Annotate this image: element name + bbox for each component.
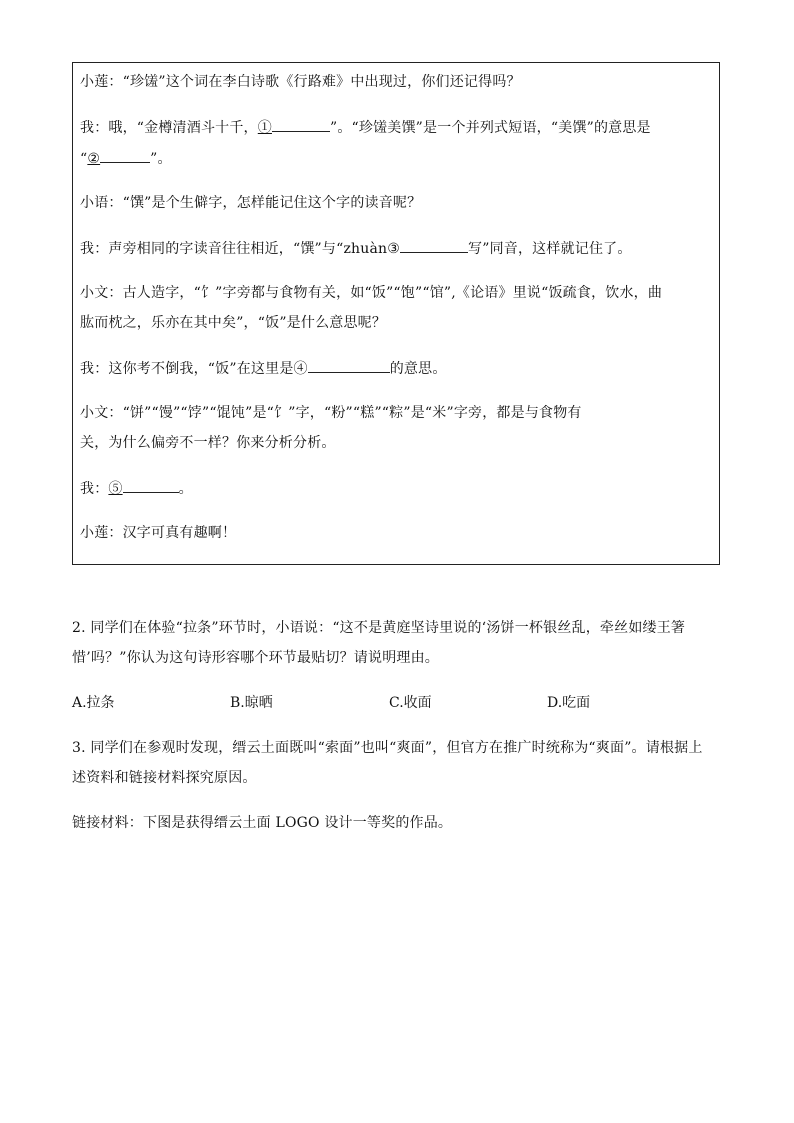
dialogue-line-3 [80,148,172,169]
question-2-line-2: 惜’吗？”你认为这句诗形容哪个环节最贴切？请说明理由。 [72,650,440,666]
line-5-text-a: 我：声旁相同的字读音往往相近，“馔”与“zhuàn [80,241,388,257]
line-11-text-b: 。 [178,481,193,497]
line-8-text-b: 的意思。 [389,361,447,377]
answer-blank-2 [100,148,150,163]
line-2-text-b: ”。“珍馐美馔”是一个并列式短语，“美馔”的意思是 [329,120,651,136]
answer-blank-5 [123,478,179,493]
blank-2-marker: ② [87,151,101,167]
question-3-line-1: 3. 同学们在参观时发现，缙云土面既叫“索面”也叫“爽面”，但官方在推广时统称为“爽面”。请根据上 [72,740,703,756]
line-3-text-a: “ [80,151,88,167]
dialogue-line-4: 小语：“馔”是个生僻字，怎样能记住这个字的读音呢？ [80,195,422,211]
question-2-line-1: 2. 同学们在体验“拉条”环节时，小语说：“这不是黄庭坚诗里说的‘汤饼一杯银丝乱，牵丝如缕王箸 [72,620,686,636]
dialogue-line-10: 关，为什么偏旁不一样？你来分析分析。 [80,435,336,451]
question-3-line-2: 述资料和链接材料探究原因。 [72,770,257,786]
dialogue-line-12: 小莲：汉字可真有趣啊！ [80,525,237,541]
answer-blank-1 [272,117,330,132]
dialogue-line-2 [80,117,651,138]
line-8-text-a: 我：这你考不倒我，“饭”在这里是④ [80,361,308,377]
option-b: B.晾晒 [230,695,273,711]
dialogue-line-5 [80,238,632,259]
option-c: C.收面 [389,695,432,711]
line-2-text-a: 我：哦，“金樽清酒斗十千， [80,120,258,136]
dialogue-line-8 [80,358,447,379]
blank-5-marker: ⑤ [108,481,123,497]
answer-blank-3 [400,238,468,253]
link-material: 链接材料：下图是获得缙云土面 LOGO 设计一等奖的作品。 [72,815,453,831]
blank-3-marker: ③ [387,241,401,257]
dialogue-line-7: 肱而枕之，乐亦在其中矣”，“饭”是什么意思呢？ [80,315,387,331]
dialogue-line-6: 小文：古人造字，“饣”字旁都与食物有关，如“饭”“饱”“馆”,《论语》里说“饭疏食，饮水，曲 [80,285,663,301]
dialogue-line-11 [80,478,193,499]
option-a: A.拉条 [72,695,115,711]
option-d: D.吃面 [547,695,591,711]
dialogue-line-1: 小莲：“珍馐”这个词在李白诗歌《行路难》中出现过，你们还记得吗？ [80,74,521,90]
blank-1-marker: ① [257,120,272,136]
line-11-text-a: 我： [80,481,109,497]
line-3-text-b: ”。 [150,151,172,167]
dialogue-line-9: 小文：“饼”“馒”“饽”“馄饨”是“饣”字，“粉”“糕”“粽”是“米”字旁，都是与食物有 [80,405,582,421]
line-5-text-b: 写”同音，这样就记住了。 [468,241,632,257]
answer-blank-4 [308,358,390,373]
